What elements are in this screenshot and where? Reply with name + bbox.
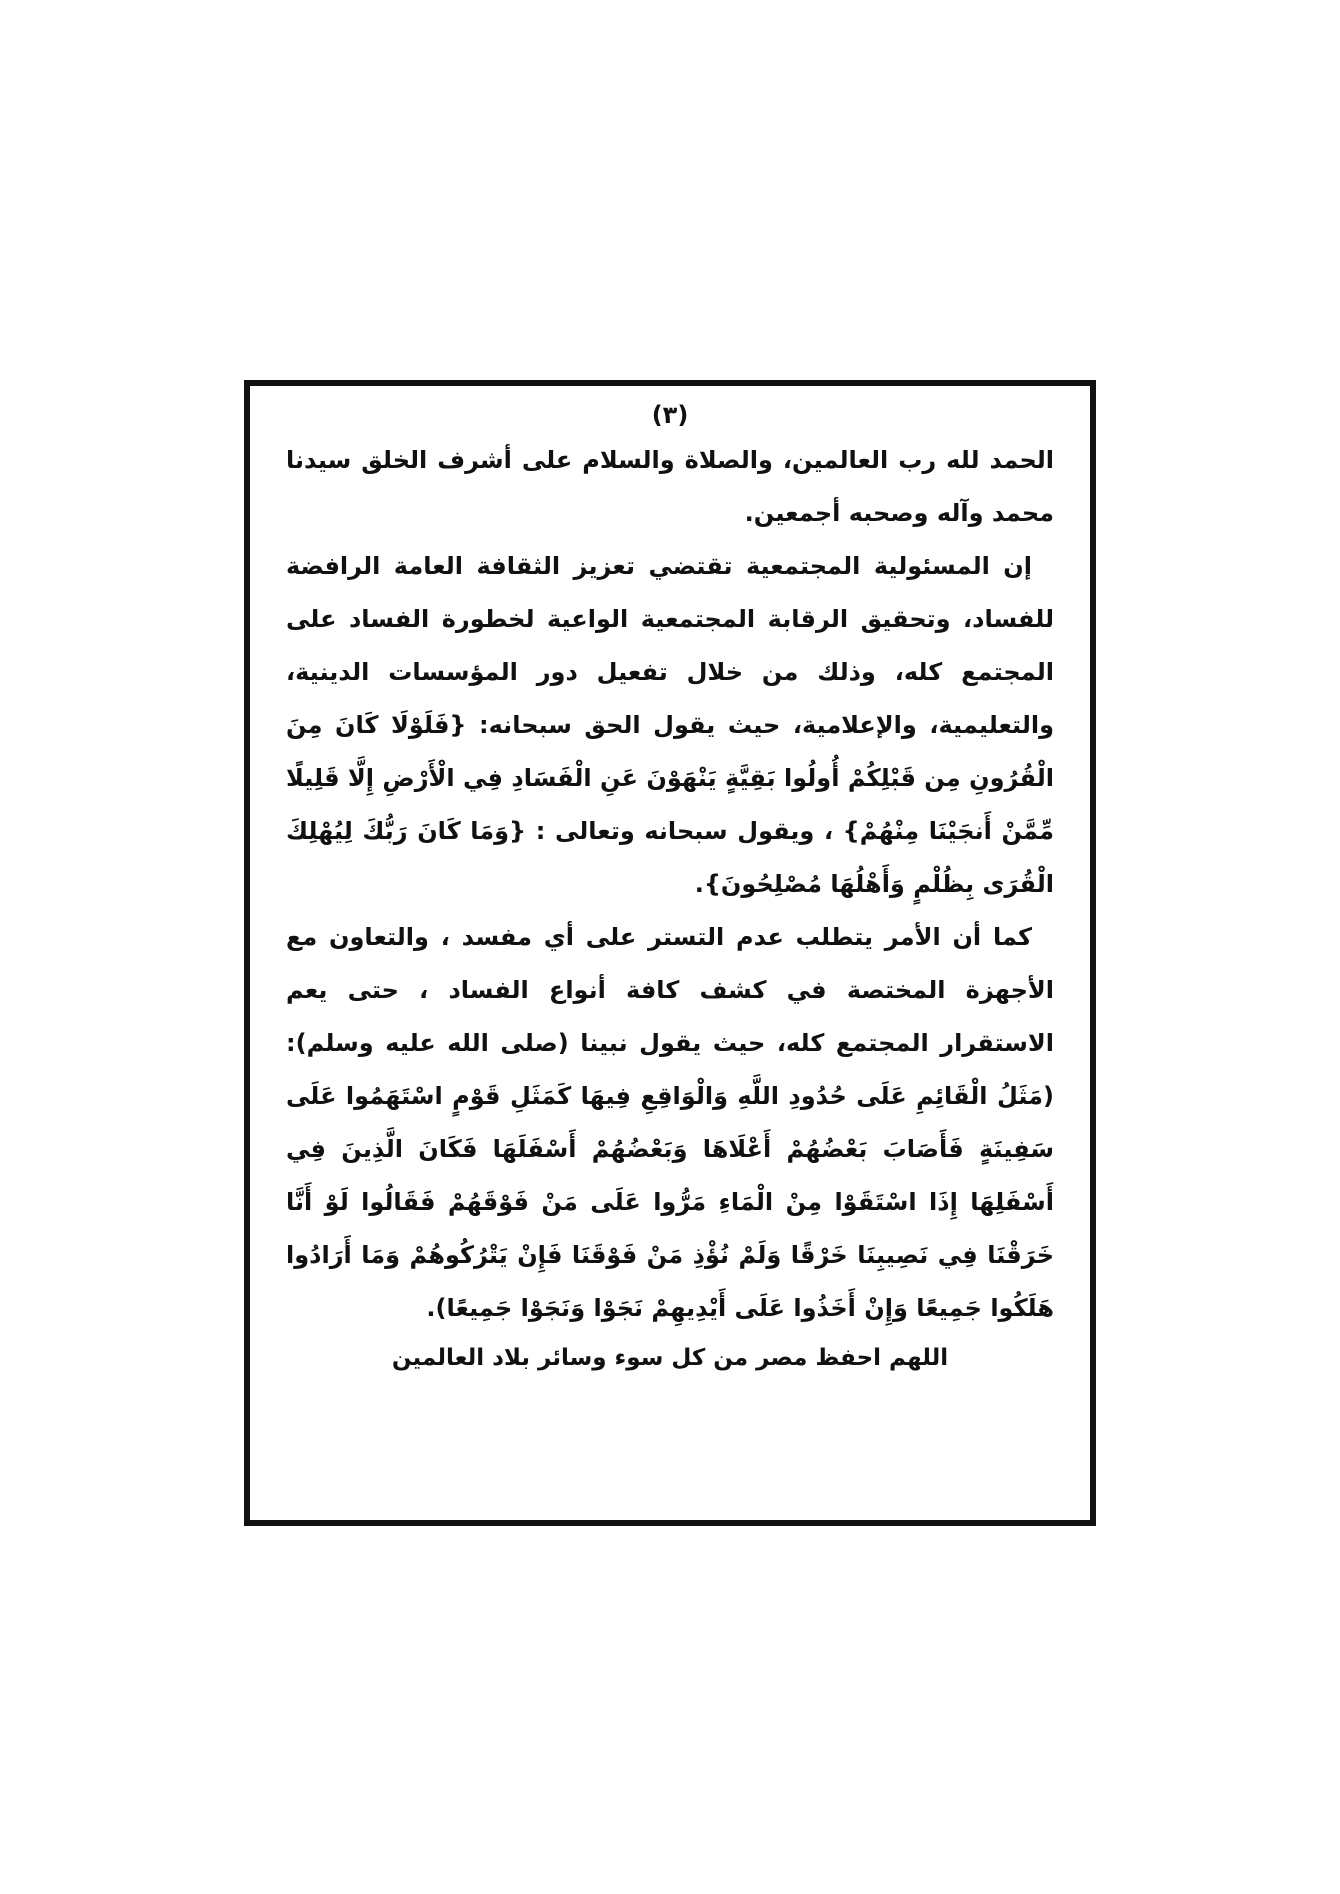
page-number: (٣) bbox=[651, 401, 689, 429]
closing-supplication: اللهم احفظ مصر من كل سوء وسائر بلاد العالمين bbox=[391, 1345, 949, 1371]
opening-paragraph: الحمد لله رب العالمين، والصلاة والسلام على أشرف الخلق سيدنا محمد وآله وصحبه أجمعين. bbox=[286, 446, 1054, 527]
hadith-paragraph: كما أن الأمر يتطلب عدم التستر على أي مفسد ، والتعاون مع الأجهزة المختصة في كشف كافة أنواع الفساد ، حتى يعم الاستقرار المجتمع كله، حيث يقول نبينا (صلى الله عليه وسلم): (مَثَلُ الْقَائِمِ عَلَى حُدُودِ اللَّهِ وَالْوَاقِعِ فِيهَا كَمَثَلِ قَوْمٍ اسْتَهَمُوا عَلَى سَفِينَةٍ فَأَصَابَ بَعْضُهُمْ أَعْلَاهَا وَبَعْضُهُمْ أَسْفَلَهَا فَكَانَ الَّذِينَ فِي أَسْفَلِهَا إِذَا اسْتَقَوْا مِنْ الْمَاءِ مَرُّوا عَلَى مَنْ فَوْقَهُمْ فَقَالُوا لَوْ أَنَّا خَرَقْنَا فِي نَصِيبِنَا خَرْقًا وَلَمْ نُؤْذِ مَنْ فَوْقَنَا فَإِنْ يَتْرُكُوهُمْ وَمَا أَرَادُوا هَلَكُوا جَمِيعًا وَإِنْ أَخَذُوا عَلَى أَيْدِيهِمْ نَجَوْا وَنَجَوْا جَمِيعًا). bbox=[286, 923, 1054, 1322]
document-body bbox=[286, 396, 1054, 1381]
social-responsibility-paragraph: إن المسئولية المجتمعية تقتضي تعزيز الثقافة العامة الرافضة للفساد، وتحقيق الرقابة المجتمعية الواعية لخطورة الفساد على المجتمع كله، وذلك من خلال تفعيل دور المؤسسات الدينية، والتعليمية، والإعلامية، حيث يقول الحق سبحانه: {فَلَوْلَا كَانَ مِنَ الْقُرُونِ مِن قَبْلِكُمْ أُولُوا بَقِيَّةٍ يَنْهَوْنَ عَنِ الْفَسَادِ فِي الْأَرْضِ إِلَّا قَلِيلًا مِّمَّنْ أَنجَيْنَا مِنْهُمْ} ، ويقول سبحانه وتعالى : {وَمَا كَانَ رَبُّكَ لِيُهْلِكَ الْقُرَى بِظُلْمٍ وَأَهْلُهَا مُصْلِحُونَ}. bbox=[286, 552, 1054, 898]
page-border-frame bbox=[244, 380, 1096, 1526]
